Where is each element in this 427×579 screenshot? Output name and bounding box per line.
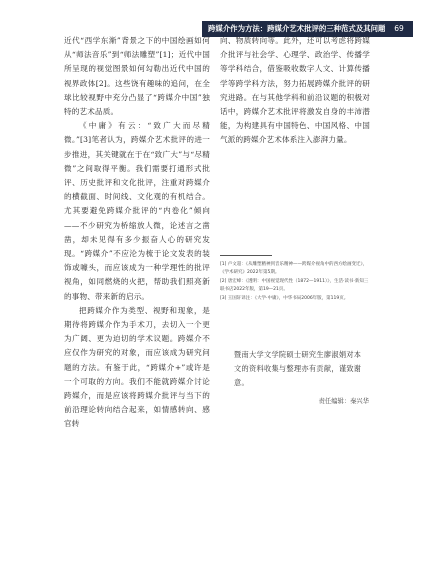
paragraph: 向、物质转向等。此外，还可以考虑将跨媒介批评与社会学、心理学、政治学、传播学等学科结合，借鉴吸收数字人文、计算传播学等跨学科方法，努力拓展跨媒介批评的研究进路。在与其他学科和前沿议题的积极对话中，跨媒介艺术批评将激发自身的丰沛潜能，为构建具有中国特色、中国风格、中国气派的跨媒介艺术体系注入澎湃力量。 [220,36,370,145]
paragraph: 《中庸》有云：“致广大而尽精微。”[3]笔者认为，跨媒介艺术批评的进一步推进，其关键就在于在“致广大”与“尽精微”之间取得平衡。我们需要打通形式批评、历史批评和文化批评，注重对跨媒介的横截面、时间线、文化观的有机结合。尤其要避免跨媒介批评的“内卷化”倾向——不少研究为桥缩放人微，论述言之凿凿，却未见得有多少振奋人心的研究发现。“跨媒介”不应沦为梳于论文发表的装饰或噱头，而应该成为一种学理性的批评视角，如同燃烧的火把，帮助我们照亮新的事物、带来新的启示。 [64,121,210,301]
running-title: 跨媒介作为方法：跨媒介艺术批评的三种范式及其问题 [202,21,400,37]
paragraph: 把跨媒介作为类型、视野和现象，是期待将跨媒介作为手术刀，去切入一个更为广阔、更为迫切的学术议题。跨媒介不应仅作为研究的对象，而应该成为研究问题的方法。有鉴于此，“跨媒介+”或许是一个可取的方向。我们不能就跨媒介讨论跨媒介，而是应该将跨媒介批评与当下的前沿理论转向结合起来，如情感转向、感官转 [64,305,210,429]
footnote: [1] 卢文超：《从雕塑精神到音乐精神——跨媒介视角中的西方绘画变迁》，《学术研究》2022年第5期。 [220,262,368,276]
acknowledgement: 暨南大学文学院硕士研究生廖淑娟对本文的资料收集与整理亦有贡献，谨致谢意。 [234,350,362,387]
editor-credit: 责任编辑：秦兴华 [318,398,369,405]
footnote: [3] 王国轩译注：《大学·中庸》，中华书局2006年版，第119页。 [220,295,349,301]
page-number: 69 [385,21,413,37]
footnote: [2] 唐宏峰：《透明：中国视觉现代性（1872—1911）》，生活·读书·新知三联书店2022年版，第19—21页。 [220,278,369,293]
footnote-divider [220,255,272,256]
left-column [64,34,210,432]
right-column [220,34,370,148]
footnotes [220,261,370,303]
paragraph: 近代“西学东渐”背景之下的中国绘画如何从“师法音乐”到“师法雕塑”[1]；近代中国所呈现的视觉图景如何勾勒出近代中国的视界政体[2]。这些饶有趣味的追问，在全球比较视野中充分凸显了“跨媒介中国”独特的艺术品质。 [64,36,210,117]
